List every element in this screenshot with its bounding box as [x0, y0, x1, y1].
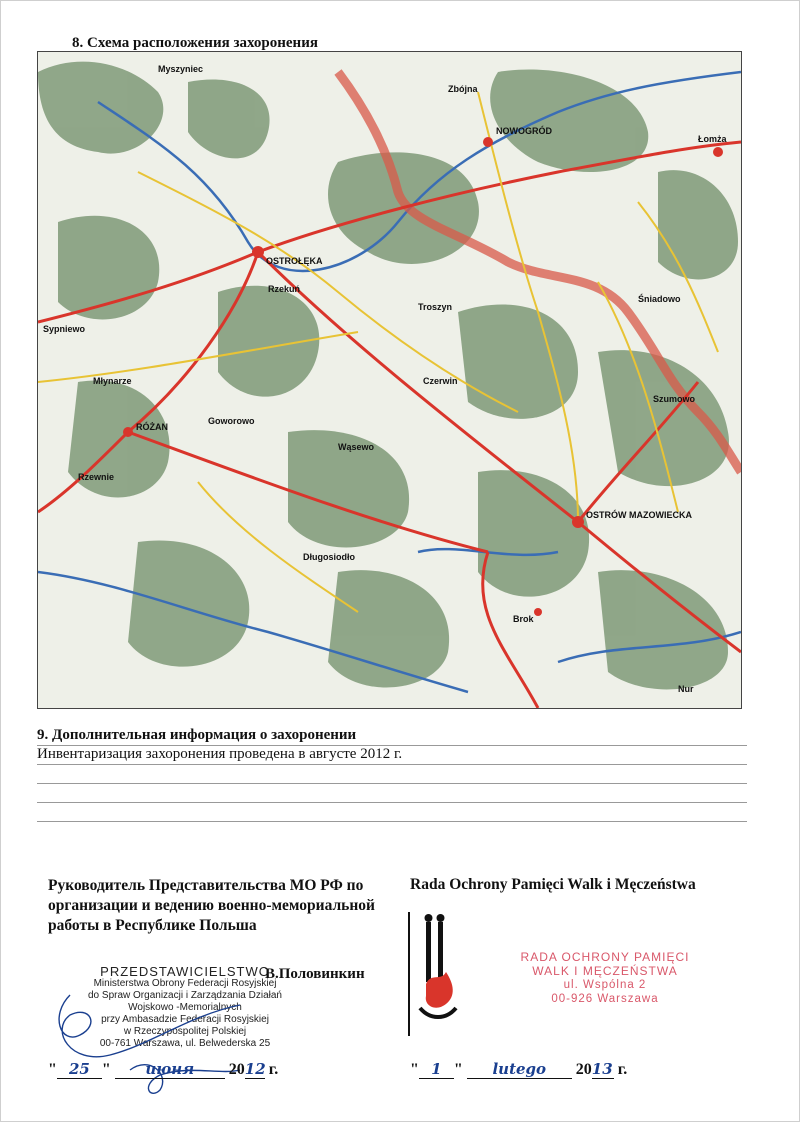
map-label-sypniewo: Sypniewo	[43, 324, 86, 334]
stamp-line: do Spraw Organizacji i Zarządzania Działań	[88, 990, 282, 1001]
stamp-line: Ministerstwa Obrony Federacji Rosyjskiej	[93, 978, 277, 989]
map-label-sniadowo: Śniadowo	[638, 294, 681, 304]
map-label-zbojna: Zbójna	[448, 84, 478, 94]
left-date-month: июня	[115, 1060, 225, 1079]
quote: "	[48, 1061, 57, 1078]
right-date-year-prefix: 20	[575, 1061, 592, 1078]
left-date-year: 12	[244, 1060, 266, 1078]
map-label-dlugosiodlo: Długosiodło	[303, 552, 355, 562]
stamp-line: ul. Wspólna 2	[563, 979, 647, 991]
right-date-year: 13	[591, 1060, 613, 1078]
right-date-suffix: г.	[617, 1061, 628, 1078]
map-label-wasewo: Wąsewo	[338, 442, 375, 452]
right-signatory-title: Rada Ochrony Pamięci Walk i Męczeństwa	[410, 876, 696, 893]
map-label-myszyniec: Myszyniec	[158, 64, 204, 74]
rule-line	[37, 764, 747, 765]
stamp-line: RADA OCHRONY PAMIĘCI	[520, 950, 690, 964]
map-label-rzekun: Rzekuń	[268, 284, 301, 294]
stamp-title: PRZEDSTAWICIELSTWO	[100, 964, 270, 979]
rada-ochrony-logo	[406, 912, 470, 1036]
map-label-nowogrod: NOWOGRÓD	[496, 126, 552, 136]
map-label-mlynarze: Młynarze	[93, 376, 132, 386]
left-date-day: 25	[57, 1060, 102, 1079]
left-date	[48, 1060, 278, 1079]
stamp-line: Wojskowo -Memorialnych	[128, 1002, 242, 1013]
map-label-ostrow: OSTRÓW MAZOWIECKA	[586, 510, 692, 520]
stamp-line: WALK I MĘCZEŃSTWA	[532, 964, 678, 978]
right-official-stamp	[500, 950, 710, 1006]
map-label-ostroleka: OSTROŁĘKA	[266, 256, 323, 266]
map-label-brok: Brok	[513, 614, 534, 624]
quote: "	[453, 1061, 463, 1078]
section-8-heading: 8. Схема расположения захоронения	[72, 35, 318, 51]
rule-line	[37, 783, 747, 784]
burial-location-map	[37, 51, 742, 709]
left-date-suffix: г.	[268, 1061, 279, 1078]
map-label-rozan: RÓŻAN	[136, 422, 168, 432]
left-date-year-prefix: 20	[228, 1061, 245, 1078]
left-signatory-name: В.Половинкин	[265, 966, 365, 982]
stamp-line: 00-761 Warszawa, ul. Belwederska 25	[99, 1038, 271, 1049]
map-label-nur: Nur	[678, 684, 694, 694]
left-signatory-title: Руководитель Представительства МО РФ по организации и ведению военно-мемориальной работы в Республике Польша	[48, 877, 375, 934]
section-9-heading: 9. Дополнительная информация о захоронении	[37, 727, 357, 743]
rule-line	[37, 821, 747, 822]
left-handwritten-signature	[40, 975, 280, 1105]
map-image	[38, 52, 741, 708]
right-date-month: lutego	[467, 1060, 572, 1079]
right-date	[410, 1060, 627, 1079]
map-label-lomza: Łomża	[698, 134, 727, 144]
map-label-czerwin: Czerwin	[423, 376, 458, 386]
quote: "	[410, 1061, 419, 1078]
map-label-szumowo: Szumowo	[653, 394, 695, 404]
additional-info-text: Инвентаризация захоронения проведена в августе 2012 г.	[37, 746, 403, 762]
stamp-line: 00-926 Warszawa	[551, 993, 659, 1005]
map-label-troszyn: Troszyn	[418, 302, 453, 312]
map-label-rzewnie: Rzewnie	[78, 472, 115, 482]
stamp-line: przy Ambasadzie Federacji Rosyjskiej	[101, 1014, 269, 1025]
right-date-day: 1	[419, 1060, 454, 1079]
map-label-goworowo: Goworowo	[208, 416, 255, 426]
stamp-line: w Rzeczypospolitej Polskiej	[123, 1026, 247, 1037]
rule-line	[37, 802, 747, 803]
quote: "	[101, 1061, 111, 1078]
